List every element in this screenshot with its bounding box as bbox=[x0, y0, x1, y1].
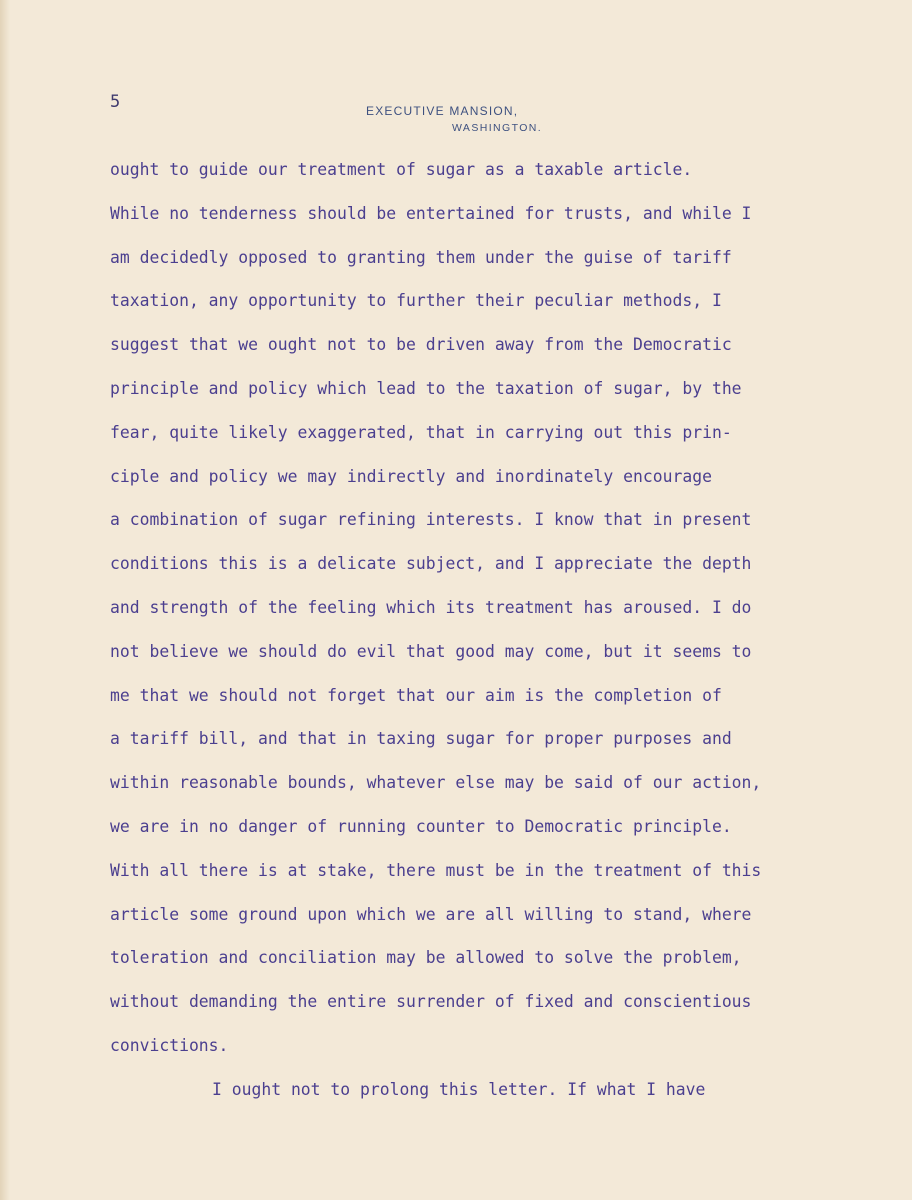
text-line: we are in no danger of running counter to Democratic principle. bbox=[110, 816, 732, 836]
text-line: toleration and conciliation may be allowed to solve the problem, bbox=[110, 948, 742, 968]
text-line: ought to guide our treatment of sugar as a taxable article. bbox=[110, 160, 693, 179]
text-line: With all there is at stake, there must be in the treatment of this bbox=[110, 860, 762, 880]
text-line: While no tenderness should be entertained for trusts, and while I bbox=[110, 203, 752, 223]
text-line: me that we should not forget that our aim is the completion of bbox=[110, 685, 722, 705]
letter-body bbox=[110, 155, 870, 1119]
text-line: fear, quite likely exaggerated, that in carrying out this prin- bbox=[110, 422, 732, 442]
text-line: article some ground upon which we are all willing to stand, where bbox=[110, 904, 752, 924]
text-line: without demanding the entire surrender of fixed and conscientious bbox=[110, 992, 752, 1012]
text-line: conditions this is a delicate subject, and I appreciate the depth bbox=[110, 554, 752, 574]
letterhead-city: WASHINGTON. bbox=[452, 122, 543, 134]
text-line: taxation, any opportunity to further their peculiar methods, I bbox=[110, 291, 722, 311]
text-line: principle and policy which lead to the taxation of sugar, by the bbox=[110, 378, 742, 398]
text-line: am decidedly opposed to granting them under the guise of tariff bbox=[110, 247, 732, 267]
page-number: 5 bbox=[110, 92, 121, 112]
paper-edge-shadow bbox=[0, 0, 10, 1200]
text-line: not believe we should do evil that good may come, but it seems to bbox=[110, 641, 752, 661]
paragraph-start-line: I ought not to prolong this letter. If what I have bbox=[212, 1079, 706, 1099]
text-line: and strength of the feeling which its treatment has aroused. I do bbox=[110, 597, 752, 617]
text-line: a tariff bill, and that in taxing sugar for proper purposes and bbox=[110, 729, 732, 749]
text-line: ciple and policy we may indirectly and inordinately encourage bbox=[110, 466, 712, 486]
text-line: a combination of sugar refining interests. I know that in present bbox=[110, 510, 752, 530]
text-line: convictions. bbox=[110, 1035, 229, 1055]
text-line: within reasonable bounds, whatever else may be said of our action, bbox=[110, 773, 762, 793]
text-line: suggest that we ought not to be driven away from the Democratic bbox=[110, 335, 732, 355]
letterhead-title: EXECUTIVE MANSION, bbox=[366, 104, 519, 118]
